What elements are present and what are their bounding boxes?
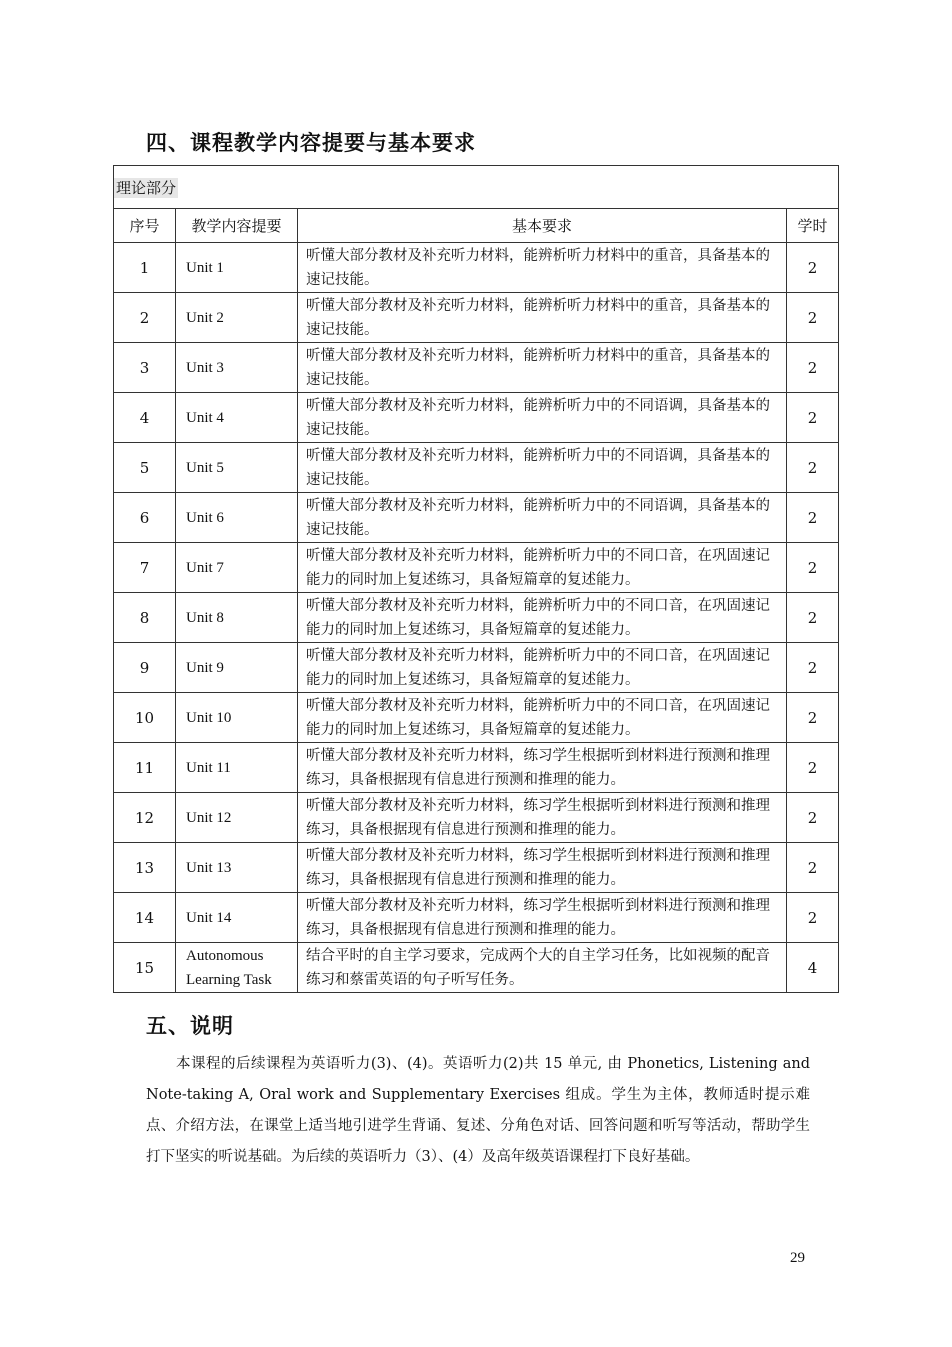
table-header-row — [114, 209, 839, 243]
table-row — [114, 743, 839, 793]
row-hours: 2 — [787, 743, 839, 793]
row-number: 3 — [114, 343, 176, 393]
row-hours: 2 — [787, 443, 839, 493]
row-unit: Unit 10 — [176, 693, 298, 743]
row-unit: Unit 5 — [176, 443, 298, 493]
row-requirement: 听懂大部分教材及补充听力材料，练习学生根据听到材料进行预测和推理练习，具备根据现有信息进行预测和推理的能力。 — [298, 893, 787, 943]
row-number: 6 — [114, 493, 176, 543]
table-row — [114, 643, 839, 693]
header-content: 教学内容提要 — [176, 209, 298, 243]
row-unit: Unit 2 — [176, 293, 298, 343]
row-number: 14 — [114, 893, 176, 943]
row-requirement: 听懂大部分教材及补充听力材料，能辨析听力中的不同口音，在巩固速记能力的同时加上复述练习，具备短篇章的复述能力。 — [298, 593, 787, 643]
table-row — [114, 693, 839, 743]
row-requirement: 听懂大部分教材及补充听力材料，能辨析听力材料中的重音，具备基本的速记技能。 — [298, 243, 787, 293]
section-5-title: 五、说明 — [146, 1013, 234, 1038]
row-requirement: 听懂大部分教材及补充听力材料，能辨析听力中的不同口音，在巩固速记能力的同时加上复述练习，具备短篇章的复述能力。 — [298, 543, 787, 593]
row-number: 1 — [114, 243, 176, 293]
row-unit: Unit 13 — [176, 843, 298, 893]
row-number: 11 — [114, 743, 176, 793]
row-hours: 2 — [787, 893, 839, 943]
row-requirement: 听懂大部分教材及补充听力材料，能辨析听力材料中的重音，具备基本的速记技能。 — [298, 293, 787, 343]
row-requirement: 听懂大部分教材及补充听力材料，练习学生根据听到材料进行预测和推理练习，具备根据现有信息进行预测和推理的能力。 — [298, 843, 787, 893]
row-requirement: 听懂大部分教材及补充听力材料，能辨析听力中的不同口音，在巩固速记能力的同时加上复述练习，具备短篇章的复述能力。 — [298, 643, 787, 693]
row-hours: 2 — [787, 793, 839, 843]
row-unit: Unit 1 — [176, 243, 298, 293]
table-row — [114, 593, 839, 643]
table-row — [114, 893, 839, 943]
row-unit: Unit 11 — [176, 743, 298, 793]
row-number: 2 — [114, 293, 176, 343]
row-number: 8 — [114, 593, 176, 643]
row-hours: 2 — [787, 493, 839, 543]
row-hours: 2 — [787, 393, 839, 443]
section-4-title: 四、课程教学内容提要与基本要求 — [146, 130, 476, 155]
table-row — [114, 493, 839, 543]
row-hours: 2 — [787, 643, 839, 693]
row-hours: 2 — [787, 693, 839, 743]
row-requirement: 结合平时的自主学习要求，完成两个大的自主学习任务，比如视频的配音练习和蔡雷英语的句子听写任务。 — [298, 943, 787, 993]
row-requirement: 听懂大部分教材及补充听力材料，能辨析听力中的不同语调，具备基本的速记技能。 — [298, 443, 787, 493]
row-number: 9 — [114, 643, 176, 693]
table-row — [114, 943, 839, 993]
table-row — [114, 393, 839, 443]
row-unit: Unit 14 — [176, 893, 298, 943]
row-requirement: 听懂大部分教材及补充听力材料，练习学生根据听到材料进行预测和推理练习，具备根据现有信息进行预测和推理的能力。 — [298, 793, 787, 843]
row-requirement: 听懂大部分教材及补充听力材料，能辨析听力中的不同语调，具备基本的速记技能。 — [298, 393, 787, 443]
header-no: 序号 — [114, 209, 176, 243]
row-requirement: 听懂大部分教材及补充听力材料，练习学生根据听到材料进行预测和推理练习，具备根据现有信息进行预测和推理的能力。 — [298, 743, 787, 793]
row-unit: Unit 6 — [176, 493, 298, 543]
table-row — [114, 343, 839, 393]
row-hours: 2 — [787, 593, 839, 643]
row-requirement: 听懂大部分教材及补充听力材料，能辨析听力中的不同口音，在巩固速记能力的同时加上复述练习，具备短篇章的复述能力。 — [298, 693, 787, 743]
row-unit: Unit 3 — [176, 343, 298, 393]
header-requirement: 基本要求 — [298, 209, 787, 243]
section-label-row — [114, 166, 839, 209]
row-number: 10 — [114, 693, 176, 743]
row-number: 13 — [114, 843, 176, 893]
row-unit: Unit 8 — [176, 593, 298, 643]
table-row — [114, 843, 839, 893]
row-number: 5 — [114, 443, 176, 493]
table-row — [114, 443, 839, 493]
row-unit: Unit 12 — [176, 793, 298, 843]
row-hours: 4 — [787, 943, 839, 993]
row-number: 12 — [114, 793, 176, 843]
row-requirement: 听懂大部分教材及补充听力材料，能辨析听力材料中的重音，具备基本的速记技能。 — [298, 343, 787, 393]
row-number: 4 — [114, 393, 176, 443]
row-number: 7 — [114, 543, 176, 593]
row-hours: 2 — [787, 293, 839, 343]
explanation-paragraph: 本课程的后续课程为英语听力(3)、(4)。英语听力(2)共 15 单元, 由 Phonetics, Listening and Note-taking A, Oral work and Supplementary Exercises 组成。学生为主体，教师适时提示难点、介绍方法，在课堂上适当地引进学生背诵、复述、分角色对话、回答问题和听写等活动，帮助学生打下坚实的听说基础。为后续的英语听力（3）、(4）及高年级英语课程打下良好基础。 — [146, 1056, 810, 1165]
row-hours: 2 — [787, 843, 839, 893]
row-unit: Unit 4 — [176, 393, 298, 443]
table-row — [114, 243, 839, 293]
header-hours: 学时 — [787, 209, 839, 243]
row-unit: Unit 7 — [176, 543, 298, 593]
page-number: 29 — [790, 1250, 805, 1266]
row-unit: Unit 9 — [176, 643, 298, 693]
table-row — [114, 293, 839, 343]
row-hours: 2 — [787, 243, 839, 293]
row-number: 15 — [114, 943, 176, 993]
table-row — [114, 793, 839, 843]
row-hours: 2 — [787, 343, 839, 393]
row-unit: Autonomous Learning Task — [176, 943, 298, 993]
row-hours: 2 — [787, 543, 839, 593]
table-row — [114, 543, 839, 593]
row-requirement: 听懂大部分教材及补充听力材料，能辨析听力中的不同语调，具备基本的速记技能。 — [298, 493, 787, 543]
course-content-table — [113, 165, 839, 993]
section-label: 理论部分 — [116, 178, 177, 197]
